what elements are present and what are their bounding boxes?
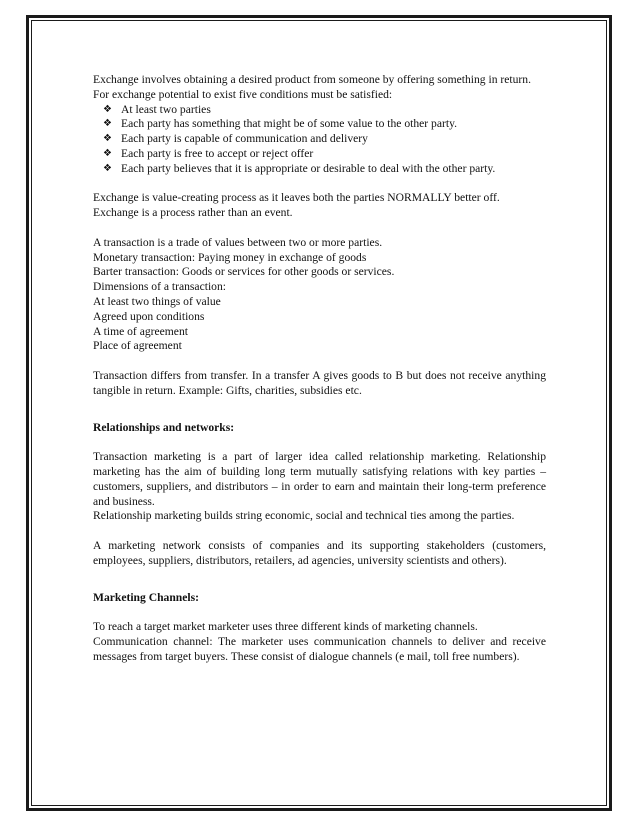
document-body	[93, 73, 546, 664]
transaction-line: Agreed upon conditions	[93, 309, 205, 323]
exchange-value-line: Exchange is value-creating process as it leaves both the parties NORMALLY better off.	[93, 191, 500, 205]
relationship-paragraph-1: Transaction marketing is a part of larger idea called relationship marketing. Relationship marketing has the aim of building long term mutually satisfying relations with key parties – customers, suppliers, and distributors – in order to earn and maintain their long-term preference and business.	[93, 450, 546, 508]
diamond-bullet-icon: ❖	[103, 133, 112, 145]
list-item: ❖ Each party believes that it is appropriate or desirable to deal with the other party.	[103, 161, 496, 175]
diamond-bullet-icon: ❖	[103, 118, 112, 130]
list-item: ❖ Each party is capable of communication and delivery	[103, 132, 368, 146]
diamond-bullet-icon: ❖	[103, 103, 112, 115]
conditions-intro: For exchange potential to exist five conditions must be satisfied:	[93, 87, 393, 101]
list-item: ❖ At least two parties	[103, 102, 211, 116]
channels-paragraph-2: Communication channel: The marketer uses communication channels to deliver and receive messages from target buyers. These consist of dialogue channels (e mail, toll free numbers).	[93, 634, 546, 663]
conditions-list	[93, 103, 546, 177]
network-paragraph: A marketing network consists of companies and its supporting stakeholders (customers, employees, suppliers, distributors, retailers, ad agencies, university scientists and others).	[93, 538, 546, 567]
list-item: ❖ Each party is free to accept or reject offer	[103, 146, 314, 160]
channels-paragraph-1: To reach a target market marketer uses three different kinds of marketing channels.	[93, 620, 478, 634]
transaction-line: Monetary transaction: Paying money in exchange of goods	[93, 250, 367, 264]
diamond-bullet-icon: ❖	[103, 162, 112, 174]
transaction-line: A time of agreement	[93, 324, 188, 338]
transaction-line: Place of agreement	[93, 339, 182, 353]
transaction-line: Barter transaction: Goods or services for other goods or services.	[93, 265, 395, 279]
intro-paragraph: Exchange involves obtaining a desired product from someone by offering something in return.	[93, 73, 531, 86]
relationship-paragraph-2: Relationship marketing builds string economic, social and technical ties among the parties.	[93, 509, 515, 523]
diamond-bullet-icon: ❖	[103, 147, 112, 159]
relationships-heading: Relationships and networks:	[93, 420, 235, 434]
transaction-line: Dimensions of a transaction:	[93, 280, 226, 294]
transfer-paragraph: Transaction differs from transfer. In a transfer A gives goods to B but does not receive anything tangible in return. Example: Gifts, charities, subsidies etc.	[93, 368, 546, 397]
list-item: ❖ Each party has something that might be of some value to the other party.	[103, 117, 458, 131]
transaction-line: At least two things of value	[93, 294, 221, 308]
transaction-line: A transaction is a trade of values between two or more parties.	[93, 235, 383, 249]
channels-heading: Marketing Channels:	[93, 590, 199, 604]
exchange-process-line: Exchange is a process rather than an event.	[93, 206, 293, 220]
